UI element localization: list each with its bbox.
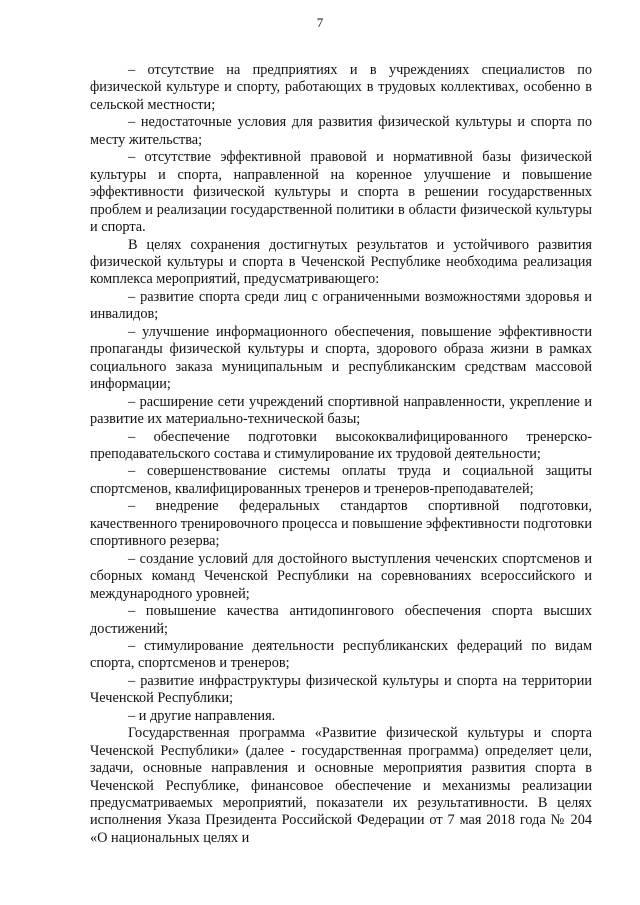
- document-body: [90, 62, 592, 847]
- paragraph: – отсутствие эффективной правовой и нормативной базы физической культуры и спорта, направленной на коренное улучшение и повышение эффективности физической культуры и спорта в решении государственных проблем и реализации государственной политики в области физической культуры и спорта.: [90, 149, 592, 236]
- paragraph: – обеспечение подготовки высококвалифицированного тренерско-преподавательского состава и стимулирование их трудовой деятельности;: [90, 428, 592, 462]
- paragraph: – недостаточные условия для развития физической культуры и спорта по месту жительства;: [90, 114, 592, 148]
- paragraph: – стимулирование деятельности республиканских федераций по видам спорта, спортсменов и тренеров;: [90, 637, 592, 672]
- paragraph: В целях сохранения достигнутых результатов и устойчивого развития физической культуры и спорта в Чеченской Республике необходима реализация комплекса мероприятий, предусматривающего:: [90, 236, 592, 288]
- paragraph: – создание условий для достойного выступления чеченских спортсменов и сборных команд Чеченской Республики на соревнованиях всероссийского и международного уровней;: [90, 550, 592, 602]
- paragraph: – улучшение информационного обеспечения, повышение эффективности пропаганды физической культуры и спорта, здорового образа жизни в рамках социального заказа муниципальным и республиканским средствам массовой информации;: [90, 323, 592, 393]
- paragraph: – совершенствование системы оплаты труда и социальной защиты спортсменов, квалифицированных тренеров и тренеров-преподавателей;: [90, 463, 592, 497]
- paragraph: Государственная программа «Развитие физической культуры и спорта Чеченской Республики» (далее - государственная программа) определяет цели, задачи, основные направления и основные мероприятия развития спорта в Чеченской Республике, финансовое обеспечение и механизмы реализации предусматриваемых мероприятий, показатели их результативности. В целях исполнения Указа Президента Российской Федерации от 7 мая 2018 года № 204 «О национальных целях и: [90, 725, 592, 846]
- paragraph: – отсутствие на предприятиях и в учреждениях специалистов по физической культуре и спорту, работающих в трудовых коллективах, особенно в сельской местности;: [90, 62, 592, 113]
- paragraph: – повышение качества антидопингового обеспечения спорта высших достижений;: [90, 603, 592, 637]
- paragraph: – расширение сети учреждений спортивной направленности, укрепление и развитие их материально-технической базы;: [90, 393, 592, 428]
- paragraph: – внедрение федеральных стандартов спортивной подготовки, качественного тренировочного процесса и повышение эффективности подготовки спортивного резерва;: [90, 498, 592, 550]
- paragraph: – развитие инфраструктуры физической культуры и спорта на территории Чеченской Республики;: [90, 672, 592, 707]
- paragraph: – и другие направления.: [128, 707, 276, 724]
- page-number: 7: [316, 15, 324, 30]
- paragraph: – развитие спорта среди лиц с ограниченными возможностями здоровья и инвалидов;: [90, 288, 592, 323]
